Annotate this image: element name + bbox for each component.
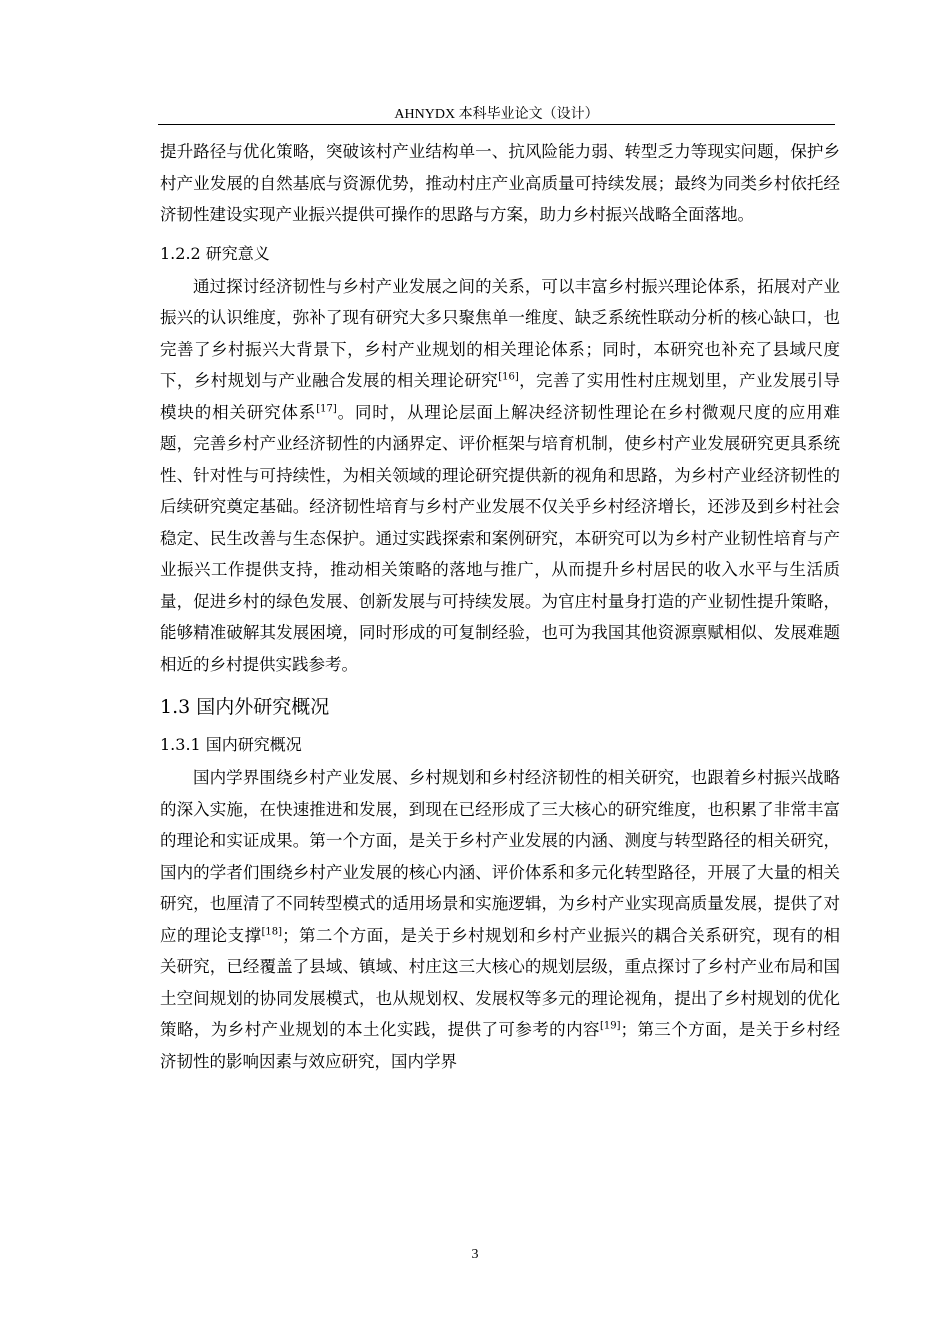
section-heading-1-3-1: 1.3.1 国内研究概况 [160, 735, 302, 754]
paragraph-domestic-research [160, 762, 840, 1077]
paragraph-continuation: 提升路径与优化策略，突破该村产业结构单一、抗风险能力弱、转型乏力等现实问题，保护乡村产业发展的自然基底与资源优势，推动村庄产业高质量可持续发展；最终为同类乡村依托经济韧性建设实现产业振兴提供可操作的思路与方案，助力乡村振兴战略全面落地。 [160, 142, 840, 224]
citation: [18] [261, 926, 283, 937]
header-divider [158, 124, 835, 125]
paragraph-text: ，完善了实用性村庄规划里，产业发展引导模块的相关研究体系 [160, 371, 841, 422]
page-body [160, 136, 840, 1077]
citation: [16] [498, 371, 519, 383]
paragraph-text: 国内学界围绕乡村产业发展、乡村规划和乡村经济韧性的相关研究，也跟着乡村振兴战略的深入实施，在快速推进和发展，到现在已经形成了三大核心的研究维度，也积累了非常丰富的理论和实证成果。第一个方面，是关于乡村产业发展的内涵、测度与转型路径的相关研究，国内的学者们围绕乡村产业发展的核心内涵、评价体系和多元化转型路径，开展了大量的相关研究，也厘清了不同转型模式的适用场景和实施逻辑，为乡村产业实现高质量发展，提供了对应的理论支撑 [160, 768, 840, 945]
citation: [17] [316, 403, 337, 414]
running-header: AHNYDX 本科毕业论文（设计） [394, 107, 599, 122]
citation: [19] [599, 1020, 621, 1032]
paragraph-text: 通过探讨经济韧性与乡村产业发展之间的关系，可以丰富乡村振兴理论体系，拓展对产业振兴的认识维度，弥补了现有研究大多只聚焦单一维度、缺乏系统性联动分析的核心缺口，也完善了乡村振兴大背景下，乡村产业规划的相关理论体系；同时，本研究也补充了县域尺度下，乡村规划与产业融合发展的相关理论研究 [160, 276, 840, 390]
paragraph-text: ；第三个方面，是关于乡村经济韧性的影响因素与效应研究，国内学界 [160, 1020, 841, 1071]
section-heading-1-3: 1.3 国内外研究概况 [160, 696, 330, 718]
section-heading-1-2-2: 1.2.2 研究意义 [160, 243, 270, 263]
page-number: 3 [471, 1247, 479, 1262]
paragraph-text: 。同时，从理论层面上解决经济韧性理论在乡村微观尺度的应用难题，完善乡村产业经济韧性的内涵界定、评价框架与培育机制，使乡村产业发展研究更具系统性、针对性与可持续性，为相关领域的理论研究提供新的视角和思路，为乡村产业经济韧性的后续研究奠定基础。经济韧性培育与乡村产业发展不仅关乎乡村经济增长，还涉及到乡村社会稳定、民生改善与生态保护。通过实践探索和案例研究，本研究可以为乡村产业韧性培育与产业振兴工作提供支持，推动相关策略的落地与推广，从而提升乡村居民的收入水平与生活质量，促进乡村的绿色发展、创新发展与可持续发展。为官庄村量身打造的产业韧性提升策略，能够精准破解其发展困境，同时形成的可复制经验，也可为我国其他资源禀赋相似、发展难题相近的乡村提供实践参考。 [160, 402, 841, 674]
paragraph-research-significance [160, 271, 840, 681]
paragraph-text: ；第二个方面，是关于乡村规划和乡村产业振兴的耦合关系研究，现有的相关研究，已经覆盖了县域、镇域、村庄这三大核心的规划层级，重点探讨了乡村产业布局和国土空间规划的协同发展模式，也从规划权、发展权等多元的理论视角，提出了乡村规划的优化策略，为乡村产业规划的本土化实践，提供了可参考的内容 [160, 925, 841, 1039]
